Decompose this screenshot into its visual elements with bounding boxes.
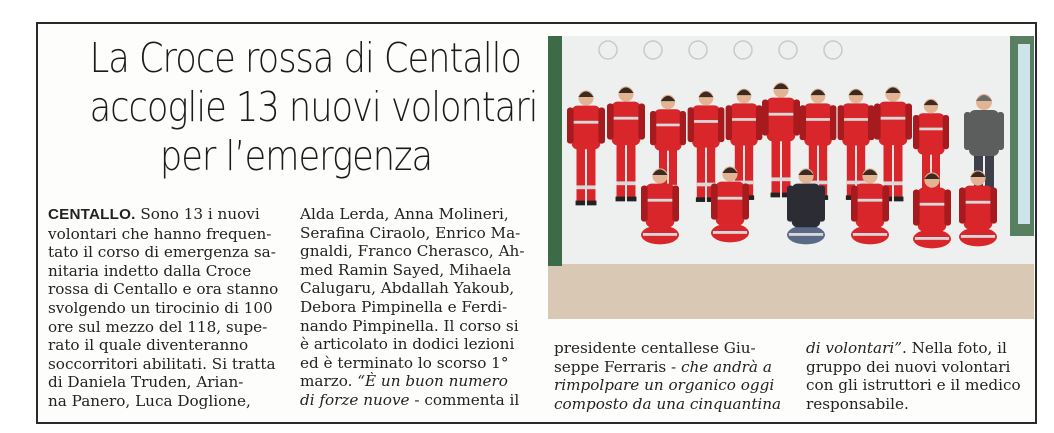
text-line: svolgendo un tirocinio di 100 <box>48 298 273 317</box>
text-line <box>554 376 786 395</box>
quote-text: di forze nuove <box>300 390 410 409</box>
person-torso <box>804 103 832 145</box>
person-arm <box>838 105 844 140</box>
person-reflective-stripe <box>617 181 636 185</box>
person-arm <box>913 115 919 149</box>
text-line: ore sul mezzo del 118, supe- <box>48 317 268 336</box>
person-reflective-stripe <box>612 117 641 120</box>
person-reflective-stripe <box>918 128 945 131</box>
person-shoe <box>696 197 705 202</box>
person-arm <box>672 186 679 222</box>
text-line <box>48 205 288 225</box>
person-arm <box>905 104 912 140</box>
text-line <box>806 339 1032 358</box>
person-shoe <box>576 201 586 206</box>
text-line: presidente centallese Giu- <box>554 339 756 357</box>
person-torso <box>969 110 999 156</box>
person-arm <box>868 105 874 140</box>
person-arm <box>718 107 724 142</box>
text-fragment: - commenta il <box>409 390 520 409</box>
text-line: responsabile. <box>806 394 909 413</box>
dateline: CENTALLO. <box>48 206 136 223</box>
person-arm <box>997 112 1004 150</box>
headline-line-3: per l’emergenza <box>159 132 433 180</box>
person-torso <box>964 186 993 230</box>
person-reflective-stripe <box>804 118 832 121</box>
article-frame <box>36 22 1037 424</box>
person-arm <box>990 188 997 224</box>
person-arm <box>638 104 645 140</box>
text-line: ed è terminato lo scorso 1° <box>300 353 509 372</box>
person-torso <box>572 106 601 150</box>
person-torso <box>730 103 758 145</box>
person-shoe <box>894 197 904 202</box>
person-reflective-stripe <box>713 231 747 234</box>
person-torso <box>918 188 947 232</box>
text-line: soccorritori abilitati. Si tratta <box>48 354 276 373</box>
person-reflective-stripe <box>879 117 908 120</box>
person-reflective-stripe <box>961 235 995 238</box>
person-reflective-stripe <box>572 121 601 124</box>
article-column-3 <box>554 339 786 413</box>
person-arm <box>711 184 718 220</box>
person-reflective-stripe <box>964 201 993 204</box>
person-torso <box>716 182 745 226</box>
person-reflective-stripe <box>842 118 870 121</box>
person-reflective-stripe <box>643 233 677 236</box>
text-line: rossa di Centallo e ora stanno <box>48 280 279 299</box>
person-leg <box>894 142 903 199</box>
person-reflective-stripe <box>772 177 791 181</box>
text-fragment: seppe Ferraris - <box>554 357 682 376</box>
quote-text: rimpolpare un organico oggi <box>554 376 775 395</box>
person-torso <box>792 184 821 228</box>
person-leg <box>697 144 705 199</box>
article-column-4 <box>806 339 1032 413</box>
person-arm <box>680 111 686 145</box>
person-reflective-stripe <box>716 197 745 200</box>
person-reflective-stripe <box>577 185 596 189</box>
text-fragment: Sono 13 i nuovi <box>135 205 260 223</box>
text-fragment: . Nella foto, il <box>901 339 1007 357</box>
person-reflective-stripe <box>884 181 903 185</box>
person-arm <box>851 186 858 222</box>
quote-text: “È un buon numero <box>357 372 508 391</box>
person-arm <box>800 105 806 140</box>
text-line: na Panero, Luca Doglione, <box>48 391 251 410</box>
photo-floor <box>548 264 1034 319</box>
text-line <box>554 395 786 414</box>
text-line: gruppo dei nuovi volontari <box>806 357 1011 376</box>
person-arm <box>959 188 966 224</box>
person-arm <box>650 111 656 145</box>
person-reflective-stripe <box>856 199 885 202</box>
person-shoe <box>587 201 597 206</box>
person-reflective-stripe <box>646 199 675 202</box>
person-shoe <box>771 193 781 198</box>
person-torso <box>692 105 720 147</box>
photo-window-glass <box>1018 44 1030 224</box>
person-reflective-stripe <box>853 233 887 236</box>
text-line: tato il corso di emergenza sa- <box>48 243 276 262</box>
person-arm <box>944 190 951 226</box>
person-arm <box>567 108 574 144</box>
text-line: Calugaru, Abdallah Yakoub, <box>300 279 515 298</box>
person-leg <box>772 138 781 195</box>
person-arm <box>830 105 836 140</box>
person-arm <box>818 186 825 222</box>
person-torso <box>856 184 885 228</box>
person-arm <box>641 186 648 222</box>
person-torso <box>646 184 675 228</box>
person-reflective-stripe <box>789 233 823 236</box>
text-line: Serafina Ciraolo, Enrico Ma- <box>300 223 521 242</box>
person-shoe <box>616 197 626 202</box>
article-column-1 <box>48 205 288 411</box>
text-line: volontari che hanno frequen- <box>48 224 272 243</box>
person-reflective-stripe <box>655 124 682 127</box>
person-arm <box>742 184 749 220</box>
person-leg <box>627 142 636 199</box>
text-line: rato il quale diventeranno <box>48 336 249 355</box>
person-leg <box>617 142 626 199</box>
text-line: è articolato in dodici lezioni <box>300 335 515 354</box>
person-arm <box>756 105 762 140</box>
person-shoe <box>627 197 637 202</box>
quote-text: di volontari” <box>806 339 902 357</box>
quote-text: composto da una cinquantina <box>554 394 782 413</box>
person-arm <box>607 104 614 140</box>
text-fragment: marzo. <box>300 372 358 391</box>
article-column-2 <box>300 205 532 410</box>
person-arm <box>598 108 605 144</box>
person-arm <box>762 100 769 136</box>
headline-line-1: La Croce rossa di Centallo <box>89 34 521 82</box>
text-line <box>300 372 532 391</box>
text-line <box>300 391 532 410</box>
person-leg <box>587 146 596 203</box>
headline <box>89 34 538 181</box>
person-torso <box>655 109 682 150</box>
headline-line-2: accoglie 13 nuovi volontari <box>89 83 538 131</box>
person-arm <box>688 107 694 142</box>
person-arm <box>787 186 794 222</box>
text-line: nitaria indetto dalla Croce <box>48 261 252 280</box>
group-photo-image <box>548 36 1034 319</box>
person-torso <box>918 113 945 154</box>
person-torso <box>767 98 796 142</box>
person-reflective-stripe <box>915 237 949 240</box>
person-arm <box>726 105 732 140</box>
text-line <box>554 358 786 377</box>
text-line: con gli istruttori e il medico <box>806 376 1021 395</box>
person-arm <box>964 112 971 150</box>
person-reflective-stripe <box>730 118 758 121</box>
person-torso <box>842 103 870 145</box>
person-torso <box>612 102 641 146</box>
person-leg <box>577 146 586 203</box>
person-reflective-stripe <box>692 120 720 123</box>
photo-window-left <box>548 36 562 266</box>
person-arm <box>943 115 949 149</box>
text-line: Debora Pimpinella e Ferdi- <box>300 297 508 316</box>
text-line: med Ramin Sayed, Mihaela <box>300 260 512 279</box>
text-line: di Daniela Truden, Arian- <box>48 373 244 392</box>
person-torso <box>879 102 908 146</box>
quote-text: che andrà a <box>681 357 772 376</box>
person-arm <box>913 190 920 226</box>
person-arm <box>874 104 881 140</box>
group-photo <box>548 36 1034 319</box>
person-reflective-stripe <box>918 203 947 206</box>
text-line: gnaldi, Franco Cherasco, Ah- <box>300 242 525 261</box>
text-line: Alda Lerda, Anna Molineri, <box>300 205 509 223</box>
person-arm <box>793 100 800 136</box>
person-arm <box>882 186 889 222</box>
text-line: nando Pimpinella. Il corso si <box>300 316 519 335</box>
person-reflective-stripe <box>767 113 796 116</box>
